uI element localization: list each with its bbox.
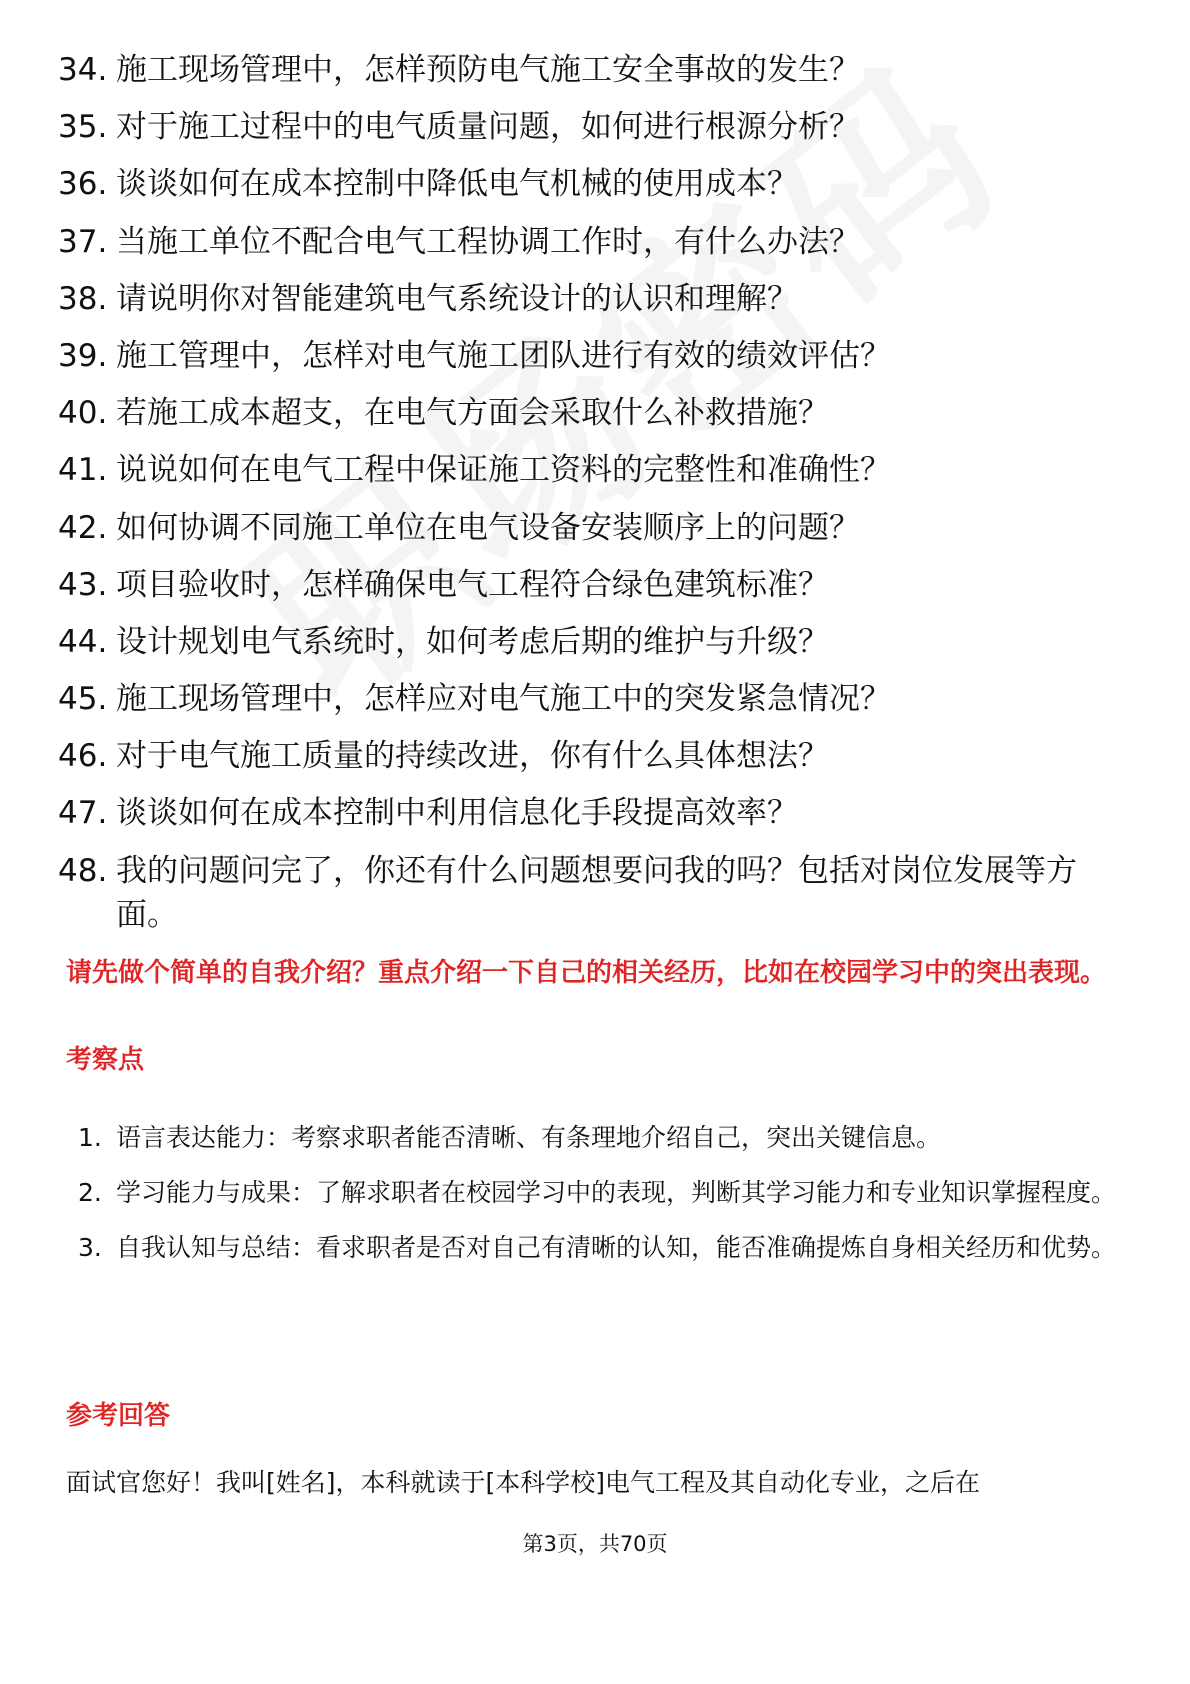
- question-text: 谈谈如何在成本控制中利用信息化手段提高效率？: [116, 795, 798, 832]
- question-number: 44.: [58, 623, 108, 660]
- question-text: 对于电气施工质量的持续改进，你有什么具体想法？: [116, 738, 829, 775]
- question-number: 35.: [58, 109, 108, 146]
- list-item: [58, 563, 1118, 607]
- list-item: [58, 220, 1118, 264]
- list-item: [78, 1110, 1118, 1165]
- point-number: 2.: [78, 1178, 102, 1207]
- question-text: 若施工成本超支，在电气方面会采取什么补救措施？: [116, 395, 829, 432]
- question-number: 43.: [58, 566, 108, 603]
- question-number: 42.: [58, 509, 108, 546]
- question-number: 34.: [58, 52, 108, 88]
- question-number: 40.: [58, 395, 108, 432]
- question-list: [58, 48, 1118, 950]
- question-number: 38.: [58, 280, 108, 317]
- assessment-list: [78, 1110, 1118, 1275]
- question-number: 45.: [58, 681, 108, 718]
- reference-heading: 参考回答: [66, 1401, 171, 1431]
- list-item: [58, 791, 1118, 835]
- list-item: [58, 448, 1118, 492]
- question-text: 如何协调不同施工单位在电气设备安装顺序上的问题？: [116, 509, 860, 546]
- question-text: 施工现场管理中，怎样预防电气施工安全事故的发生？: [116, 52, 860, 88]
- question-text: 说说如何在电气工程中保证施工资料的完整性和准确性？: [116, 452, 891, 489]
- question-text: 施工现场管理中，怎样应对电气施工中的突发紧急情况？: [116, 681, 891, 718]
- point-text: 学习能力与成果：了解求职者在校园学习中的表现，判断其学习能力和专业知识掌握程度。: [116, 1178, 1117, 1207]
- question-number: 39.: [58, 337, 108, 374]
- question-text: 请说明你对智能建筑电气系统设计的认识和理解？: [116, 280, 798, 317]
- question-number: 48.: [58, 852, 108, 889]
- list-item: [58, 48, 1118, 92]
- list-item: [58, 849, 1118, 937]
- page-number: 第3页，共70页: [522, 1532, 668, 1556]
- list-item: [58, 734, 1118, 778]
- assessment-heading: 考察点: [66, 1045, 145, 1075]
- list-item: [58, 506, 1118, 550]
- question-number: 36.: [58, 166, 108, 203]
- point-text: 自我认知与总结：看求职者是否对自己有清晰的认知，能否准确提炼自身相关经历和优势。: [116, 1233, 1117, 1262]
- question-text: 当施工单位不配合电气工程协调工作时，有什么办法？: [116, 223, 860, 260]
- list-item: [58, 162, 1118, 206]
- point-text: 语言表达能力：考察求职者能否清晰、有条理地介绍自己，突出关键信息。: [116, 1123, 942, 1152]
- reference-answer: 面试官您好！我叫[姓名]，本科就读于[本科学校]电气工程及其自动化专业，之后在: [66, 1468, 981, 1497]
- list-item: [58, 677, 1118, 721]
- intro-question: 请先做个简单的自我介绍？重点介绍一下自己的相关经历，比如在校园学习中的突出表现。: [66, 958, 1107, 988]
- question-text: 谈谈如何在成本控制中降低电气机械的使用成本？: [116, 166, 798, 203]
- question-number: 47.: [58, 795, 108, 832]
- list-item: [78, 1220, 1118, 1275]
- list-item: [58, 620, 1118, 664]
- question-text: 我的问题问完了，你还有什么问题想要问我的吗？包括对岗位发展等方面。: [116, 852, 1077, 933]
- point-number: 3.: [78, 1233, 102, 1262]
- list-item: [58, 391, 1118, 435]
- question-number: 41.: [58, 452, 108, 489]
- question-text: 设计规划电气系统时，如何考虑后期的维护与升级？: [116, 623, 829, 660]
- point-number: 1.: [78, 1123, 102, 1152]
- list-item: [78, 1165, 1118, 1220]
- question-number: 37.: [58, 223, 108, 260]
- list-item: [58, 277, 1118, 321]
- question-number: 46.: [58, 738, 108, 775]
- question-text: 项目验收时，怎样确保电气工程符合绿色建筑标准？: [116, 566, 829, 603]
- question-text: 施工管理中，怎样对电气施工团队进行有效的绩效评估？: [116, 337, 891, 374]
- list-item: [58, 334, 1118, 378]
- question-text: 对于施工过程中的电气质量问题，如何进行根源分析？: [116, 109, 860, 146]
- list-item: [58, 105, 1118, 149]
